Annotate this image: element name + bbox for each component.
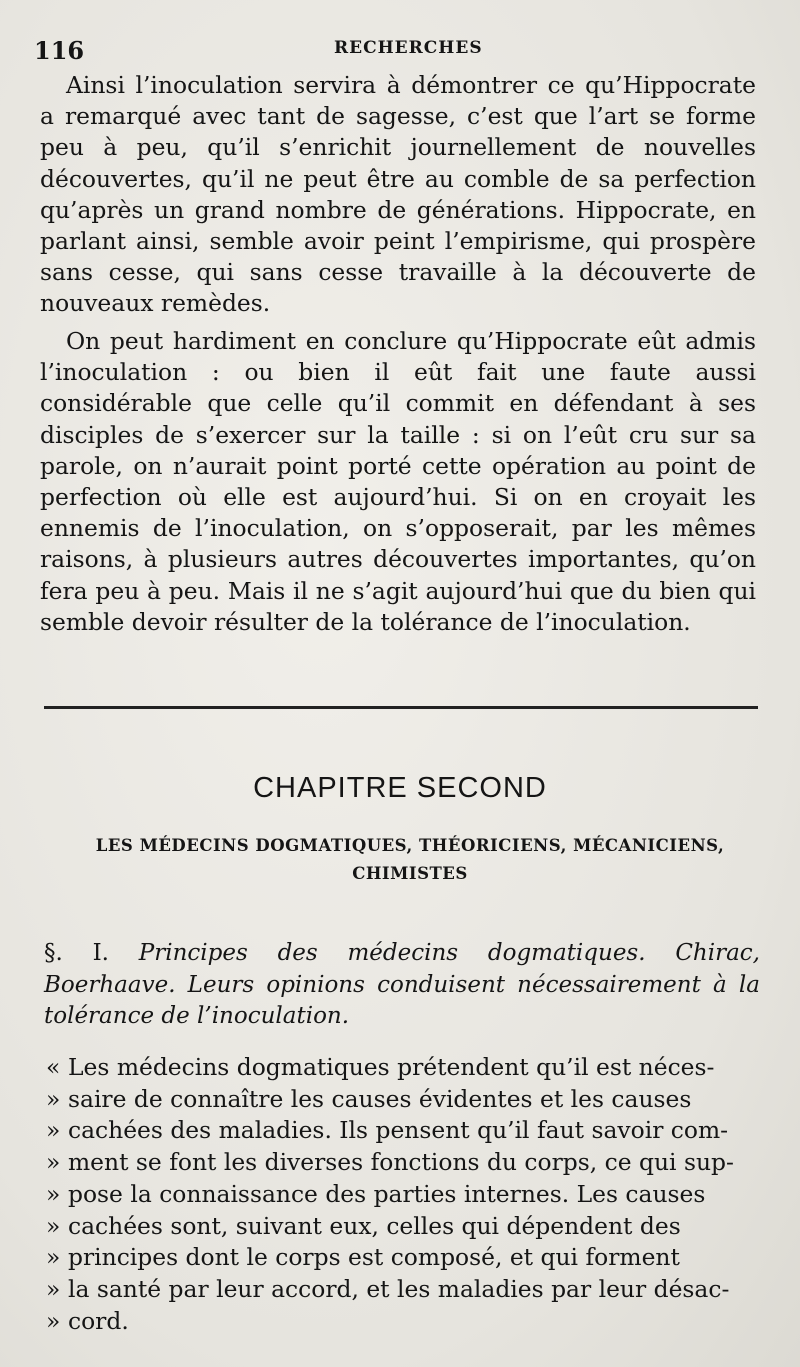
quote-line — [46, 1211, 760, 1243]
chapter-subtitle: LES MÉDECINS DOGMATIQUES, THÉORICIENS, MÉCANICIENS, CHIMISTES — [95, 836, 725, 883]
quote-line — [46, 1115, 760, 1147]
quote-line — [46, 1052, 760, 1084]
quote-mark: « — [46, 1053, 61, 1081]
quote-line-text: cord. — [68, 1306, 129, 1335]
quote-mark: » — [46, 1116, 61, 1145]
quote-line-text: pose la connaissance des parties internes. Les causes — [68, 1179, 706, 1208]
quote-mark: » — [46, 1243, 61, 1272]
quote-line — [46, 1242, 760, 1274]
quote-line-text: ment se font les diverses fonctions du corps, ce qui sup- — [68, 1148, 734, 1177]
quote-mark: » — [46, 1211, 61, 1240]
section-number: §. I. — [44, 940, 109, 966]
chapter-title: CHAPITRE SECOND — [253, 772, 547, 804]
quote-line — [46, 1179, 760, 1211]
quotation-block — [46, 1052, 760, 1337]
quote-line-text: cachées des maladies. Ils pensent qu’il faut savoir com- — [68, 1116, 729, 1145]
section-heading — [44, 938, 760, 1033]
paragraph: Ainsi l’inoculation servira à démontrer ce qu’Hippocrate a remarqué avec tant de sagesse, c’est que l’art se forme peu à peu, qu’il s’enrichit journellement de nouvelles découvertes, qu’il ne peut être au comble de sa perfection qu’après un grand nombre de générations. Hippocrate, en parlant ainsi, semble avoir peint l’empirisme, qui prospère sans cesse, qui sans cesse travaille à la découverte de nouveaux remèdes. — [40, 71, 756, 318]
paragraph-2-block — [40, 326, 756, 638]
page-header — [34, 36, 760, 66]
quote-mark: » — [46, 1084, 61, 1113]
quote-mark: » — [46, 1306, 61, 1335]
section-heading-text: Principes des médecins dogmatiques. Chirac, Boerhaave. Leurs opinions conduisent nécessairement à la tolérance de l’inoculation. — [44, 940, 760, 1029]
quote-line-text: la santé par leur accord, et les maladies par leur désac- — [68, 1274, 730, 1303]
quote-line-text: saire de connaître les causes évidentes et les causes — [68, 1084, 692, 1113]
quote-line-text: principes dont le corps est composé, et qui forment — [68, 1243, 680, 1272]
quote-line-text: Les médecins dogmatiques prétendent qu’il est néces- — [68, 1053, 715, 1081]
quote-mark: » — [46, 1148, 61, 1177]
quote-line — [46, 1147, 760, 1179]
section-divider — [44, 706, 758, 709]
quote-line-text: cachées sont, suivant eux, celles qui dépendent des — [68, 1211, 681, 1240]
quote-line — [46, 1306, 760, 1338]
quote-mark: » — [46, 1179, 61, 1208]
paragraph-1-block — [40, 70, 756, 320]
page-number: 116 — [34, 36, 85, 65]
paragraph: On peut hardiment en conclure qu’Hippocrate eût admis l’inoculation : ou bien il eût fait une faute aussi considérable que celle qu’il commit en défendant à ses disciples de s’exercer sur la taille : si on l’eût cru sur sa parole, on n’aurait point porté cette opération au point de perfection où elle est aujourd’hui. Si on en croyait les ennemis de l’inoculation, on s’opposerait, par les mêmes raisons, à plusieurs autres découvertes importantes, qu’on fera peu à peu. Mais il ne s’agit aujourd’hui que du bien qui semble devoir résulter de la tolérance de l’inoculation. — [40, 327, 756, 636]
running-title: RECHERCHES — [334, 38, 483, 58]
quote-line — [46, 1084, 760, 1116]
quote-line — [46, 1274, 760, 1306]
quote-mark: » — [46, 1274, 61, 1303]
